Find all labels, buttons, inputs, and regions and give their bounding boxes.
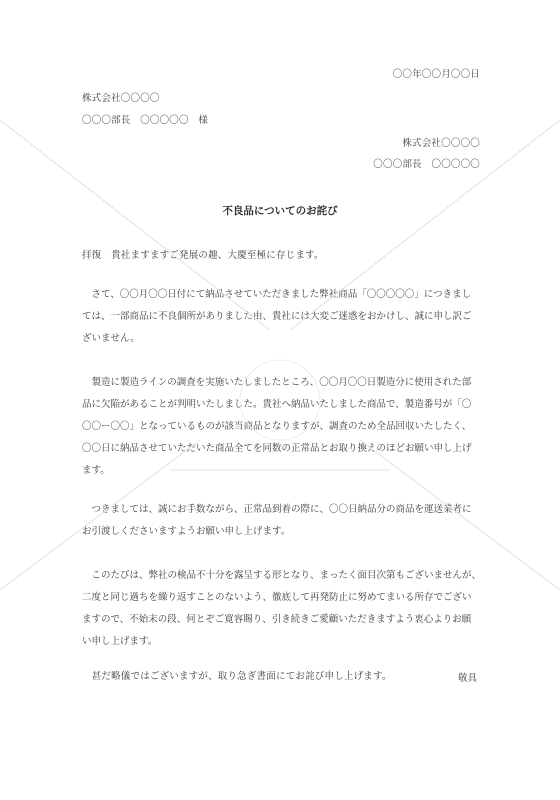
paragraph-line: このたびは、弊社の検品不十分を露呈する形となり、まったく面目次第もございませんが、 (82, 570, 482, 581)
paragraph-line: お引渡しくださいますようお願い申し上げます。 (82, 526, 291, 537)
paragraph-line: い申し上げます。 (82, 636, 158, 647)
document-title: 不良品についてのお詫び (222, 205, 338, 217)
paragraph-3 (82, 499, 482, 543)
recipient-person: 〇〇〇部長 〇〇〇〇〇 様 (82, 115, 209, 126)
greeting-line: 拝復 貴社ますますご発展の趣、大慶至極に存じます。 (82, 250, 324, 261)
paragraph-4 (82, 565, 482, 653)
paragraph-line: ざいません。 (82, 333, 140, 344)
recipient-company: 株式会社〇〇〇〇 (82, 93, 160, 104)
closing-line: 甚だ略儀ではございますが、取り急ぎ書面にてお詫び申し上げます。 (82, 671, 392, 682)
paragraph-line: 〇〇ー〇〇」となっているものが該当商品となりますが、調査のため全品回収いたしたく、 (82, 421, 472, 432)
paragraph-2 (82, 372, 482, 482)
sender-company: 株式会社〇〇〇〇 (402, 138, 480, 149)
paragraph-line: ます。 (82, 465, 110, 476)
paragraph-line: ては、一部商品に不良個所がありました由、貴社には大変ご迷惑をおかけし、誠に申し訳ご (82, 311, 472, 322)
closing-word: 敬具 (458, 673, 478, 684)
paragraph-line: つきましては、誠にお手数ながら、正常品到着の際に、〇〇日納品分の商品を運送業者に (82, 504, 472, 515)
paragraph-line: 製造に製造ラインの調査を実施いたしましたところ、〇〇月〇〇日製造分に使用された部 (82, 377, 472, 388)
paragraph-line: 二度と同じ過ちを繰り返すことのないよう、徹底して再発防止に努めてまいる所存でござい (82, 592, 472, 603)
sender-person: 〇〇〇部長 〇〇〇〇〇 (373, 159, 480, 170)
paragraph-line: 品に欠陥があることが判明いたしました。貴社へ納品いたしました商品で、製造番号が「〇 (82, 399, 472, 410)
paragraph-line: 〇〇日に納品させていただいた商品全てを同数の正常品とお取り換えのほどお願い申し上げ (82, 443, 472, 454)
document-date: 〇〇年〇〇月〇〇日 (392, 69, 480, 80)
paragraph-line: ますので、不始末の段、何とぞご寛容賜り、引き続きご愛顧いただきますよう衷心よりお願 (82, 614, 472, 625)
paragraph-1 (82, 284, 482, 350)
paragraph-line: さて、〇〇月〇〇日付にて納品させていただきました弊社商品「〇〇〇〇〇」につきまし (82, 289, 472, 300)
